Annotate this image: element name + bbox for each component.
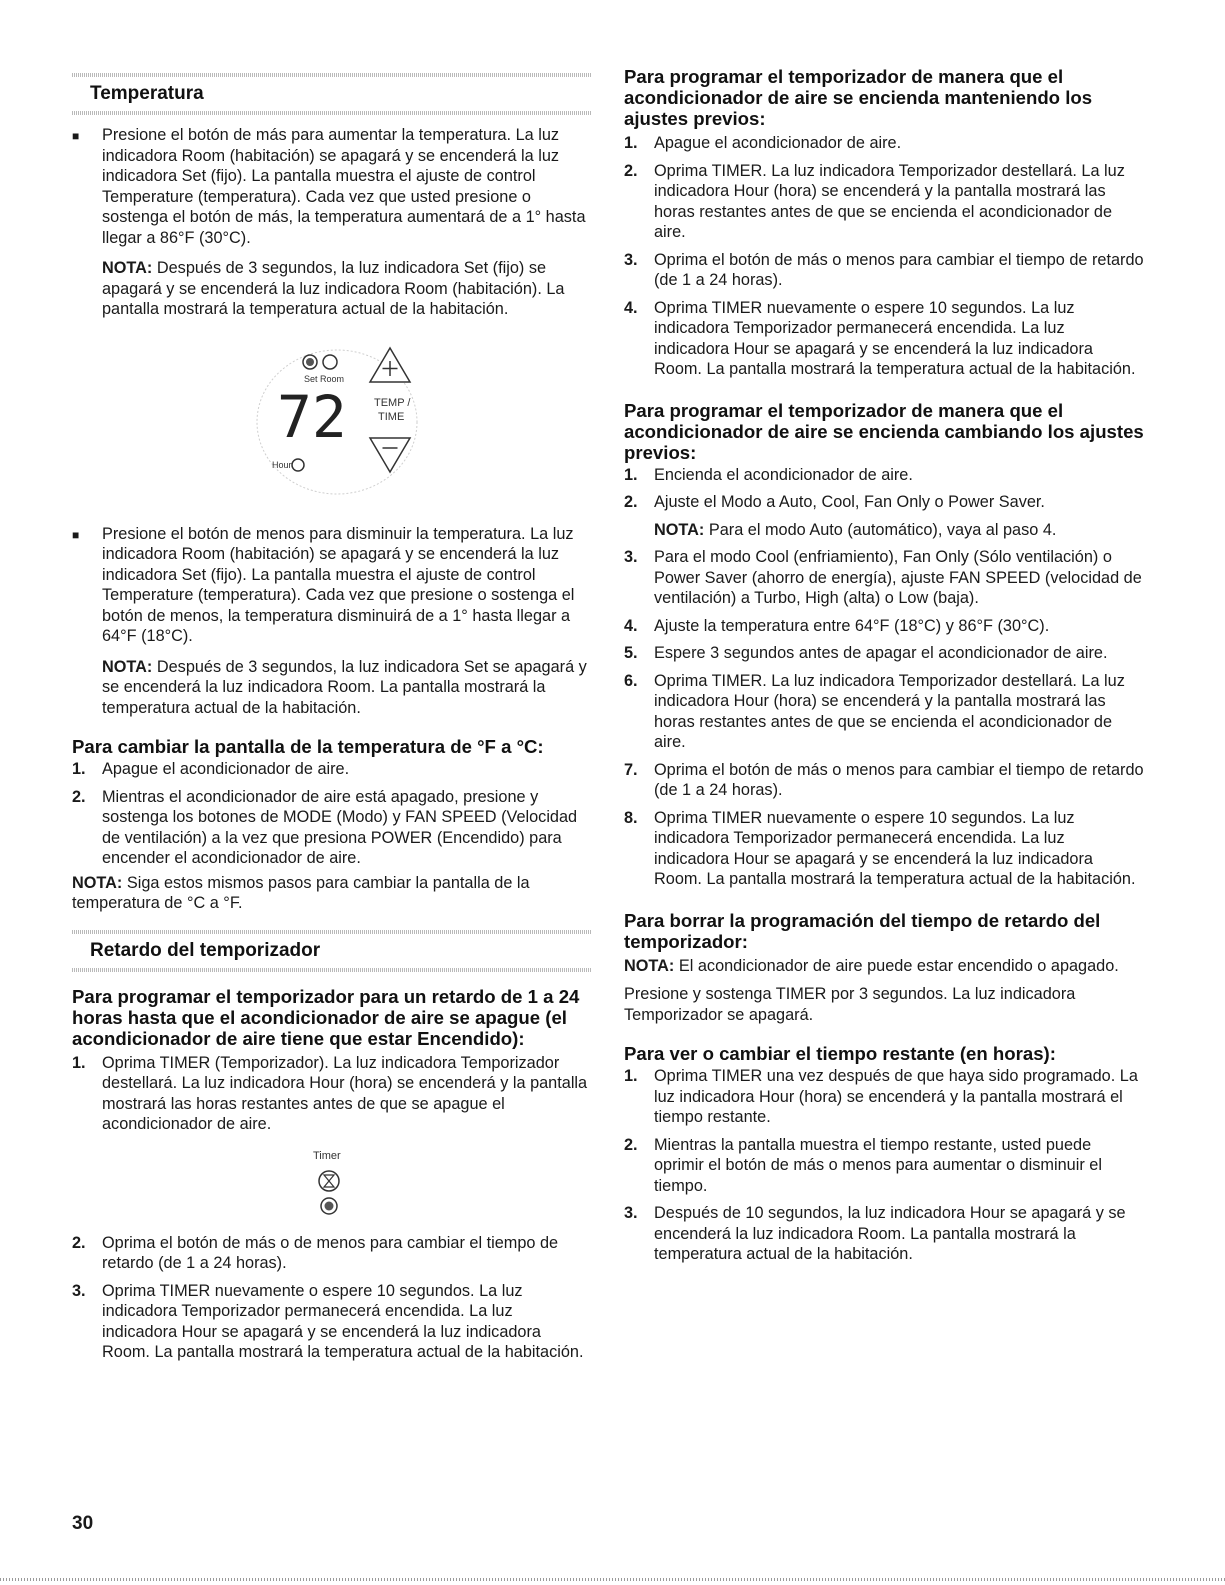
right-column: [624, 0, 1144, 1265]
step-text: Mientras el acondicionador de aire está apagado, presione y sostenga los botones de MODE (Modo) y FAN SPEED (Velocidad de ventilación) a la vez que presiona POWER (Encendido) para encender el acondicionador de aire.: [102, 787, 578, 867]
bullet-item: [72, 524, 592, 647]
step-number: 3.: [624, 250, 638, 269]
step-item: [624, 1203, 1144, 1265]
bullet-icon: ■: [72, 129, 80, 143]
note-label: NOTA:: [102, 657, 153, 676]
step-item: [624, 671, 1144, 753]
step-item: [624, 298, 1144, 380]
step-number: 4.: [624, 616, 638, 635]
step-number: 2.: [624, 493, 638, 511]
bullet-item: [72, 125, 592, 248]
note-text: El acondicionador de aire puede estar encendido o apagado.: [674, 956, 1119, 975]
step-number: 1.: [624, 1067, 638, 1085]
note-paragraph: [72, 258, 592, 320]
step-item: [624, 161, 1144, 243]
note-paragraph: [624, 520, 1144, 541]
step-number: 3.: [72, 1281, 86, 1300]
section-title-retardo: Retardo del temporizador: [90, 939, 321, 961]
note-paragraph: [72, 873, 592, 914]
heading-ver-cambiar: Para ver o cambiar el tiempo restante (en horas):: [624, 1043, 1056, 1064]
section-rule: [72, 73, 592, 77]
step-number: 2.: [72, 787, 86, 806]
timer-illustration: [72, 1135, 592, 1233]
page-number: 30: [72, 1513, 94, 1534]
note-label: NOTA:: [624, 956, 675, 975]
minus-button-icon: [370, 438, 410, 472]
step-number: 8.: [624, 808, 638, 827]
step-text: Ajuste el Modo a Auto, Cool, Fan Only o Power Saver.: [654, 493, 1045, 511]
body-paragraph: Presione y sostenga TIMER por 3 segundos. La luz indicadora Temporizador se apagará.: [624, 985, 1076, 1024]
step-item: [624, 133, 1144, 154]
hour-indicator-icon: [292, 459, 304, 471]
note-label: NOTA:: [72, 873, 123, 892]
step-item: [624, 808, 1144, 890]
step-item: [72, 1233, 592, 1274]
bullet-icon: ■: [72, 527, 80, 542]
step-number: 1.: [624, 134, 638, 152]
step-list: [624, 547, 1144, 890]
step-text: Oprima TIMER (Temporizador). La luz indicadora Temporizador destellará. La luz indicadora Hour (hora) se encenderá y la pantalla mostrará las horas restantes antes de que se apague el acondicionador de aire.: [102, 1053, 588, 1133]
note-label: NOTA:: [654, 520, 705, 539]
note-text: Para el modo Auto (automático), vaya al paso 4.: [704, 520, 1057, 539]
step-item: [624, 643, 1144, 664]
step-text: Oprima TIMER nuevamente o espere 10 segundos. La luz indicadora Temporizador permanecerá encendida. La luz indicadora Hour se apagará y se encenderá la luz indicadora Room. La pantalla mostrará la temperatura actual de la habitación.: [654, 808, 1136, 888]
timer-label: Timer: [313, 1149, 341, 1162]
step-item: [72, 759, 592, 780]
step-number: 1.: [72, 1053, 86, 1072]
step-text: Oprima el botón de más o menos para cambiar el tiempo de retardo (de 1 a 24 horas).: [654, 250, 1144, 289]
step-number: 6.: [624, 671, 638, 690]
seven-segment-display: 72: [277, 382, 347, 451]
note-text: Siga estos mismos pasos para cambiar la pantalla de la temperatura de °C a °F.: [72, 873, 530, 912]
step-text: Oprima TIMER una vez después de que haya sido programado. La luz indicadora Hour (hora) se encenderá y la pantalla mostrará el tiempo restante.: [654, 1067, 1138, 1126]
step-text: Apague el acondicionador de aire.: [102, 760, 350, 778]
note-paragraph: [624, 956, 1144, 977]
step-number: 3.: [624, 548, 638, 566]
room-indicator-icon: [323, 355, 337, 369]
step-item: [624, 465, 1144, 486]
step-text: Oprima el botón de más o de menos para cambiar el tiempo de retardo (de 1 a 24 horas).: [102, 1233, 559, 1272]
note-label: NOTA:: [102, 259, 153, 277]
step-text: Mientras la pantalla muestra el tiempo restante, usted puede oprimir el botón de más o menos para aumentar o disminuir el tiempo.: [654, 1135, 1102, 1195]
step-item: [72, 787, 592, 869]
step-text: Ajuste la temperatura entre 64°F (18°C) y 86°F (30°C).: [654, 616, 1050, 635]
bullet-text: Presione el botón de menos para disminuir la temperatura. La luz indicadora Room (habitación) se apagará y se encenderá la luz indicadora Set (fijo). La pantalla muestra el ajuste de control Temperature (temperatura). Cada vez que presione o sostenga el botón de menos, la temperatura disminuirá de a 1° hasta llegar a 64°F (18°C).: [102, 524, 575, 645]
section-rule: [72, 968, 592, 972]
bullet-text: Presione el botón de más para aumentar la temperatura. La luz indicadora Room (habitación) se apagará y se encenderá la luz indicadora Set (fijo). La pantalla muestra el ajuste de control Temperature (temperatura). Cada vez que usted presione o sostenga el botón de más, la temperatura aumentará de a 1° hasta llegar a 86°F (30°C).: [102, 126, 586, 247]
step-text: Apague el acondicionador de aire.: [654, 134, 902, 152]
step-item: [72, 1281, 592, 1363]
left-column: [72, 0, 592, 1363]
step-number: 2.: [624, 161, 638, 180]
step-list: [72, 759, 592, 869]
section-rule: [72, 930, 592, 934]
step-text: Espere 3 segundos antes de apagar el acondicionador de aire.: [654, 644, 1108, 662]
note-paragraph: [72, 657, 592, 719]
temp-label: TEMP /: [374, 396, 411, 409]
step-number: 2.: [624, 1135, 638, 1154]
set-label: Set: [304, 373, 318, 384]
step-number: 1.: [72, 760, 86, 778]
temp-control-panel: [72, 320, 592, 508]
step-number: 1.: [624, 465, 638, 484]
step-list: [624, 1066, 1144, 1265]
control-panel-illustration: [72, 320, 592, 508]
step-list: [624, 133, 1144, 380]
step-item: [72, 1053, 592, 1135]
step-number: 3.: [624, 1204, 638, 1222]
step-item: [624, 250, 1144, 291]
step-number: 7.: [624, 760, 638, 779]
section-rule: [72, 111, 592, 115]
step-number: 4.: [624, 298, 638, 317]
step-text: Oprima TIMER nuevamente o espere 10 segundos. La luz indicadora Temporizador permanecerá encendida. La luz indicadora Hour se apagará y se encenderá la luz indicadora Room. La pantalla mostrará la temperatura actual de la habitación.: [102, 1281, 584, 1361]
step-item: [624, 1135, 1144, 1197]
step-text: Después de 10 segundos, la luz indicadora Hour se apagará y se encenderá la luz indicadora Room. La pantalla mostrará la temperatura actual de la habitación.: [654, 1204, 1126, 1263]
heading-borrar: Para borrar la programación del tiempo de retardo del temporizador:: [624, 909, 1101, 952]
note-text: Después de 3 segundos, la luz indicadora Set se apagará y se encenderá la luz indicadora Room. La pantalla mostrará la temperatura actual de la habitación.: [102, 657, 587, 717]
step-number: 2.: [72, 1233, 86, 1252]
hour-label: Hour: [272, 459, 292, 470]
note-text: Después de 3 segundos, la luz indicadora Set (fijo) se apagará y se encenderá la luz indicadora Room (habitación). La pantalla mostrará la temperatura actual de la habitación.: [102, 259, 565, 318]
heading-encienda-manteniendo: Para programar el temporizador de manera que el acondicionador de aire se encienda manteniendo los ajustes previos:: [624, 66, 1093, 129]
timer-button-graphic: [72, 1135, 592, 1233]
time-label: TIME: [378, 410, 405, 423]
step-item: [624, 760, 1144, 801]
step-text: Para el modo Cool (enfriamiento), Fan Only (Sólo ventilación) o Power Saver (ahorro de energía), ajuste FAN SPEED (velocidad de ventilación) a Turbo, High (alta) o Low (baja).: [654, 548, 1142, 607]
step-item: [624, 547, 1144, 609]
step-text: Encienda el acondicionador de aire.: [654, 465, 913, 484]
heading-retardo-apague: Para programar el temporizador para un retardo de 1 a 24 horas hasta que el acondicionador de aire se apague (el acondicionador de aire tiene que estar Encendido):: [72, 985, 580, 1049]
heading-cambiar-pantalla: Para cambiar la pantalla de la temperatura de °F a °C:: [72, 736, 544, 757]
bottom-rule: [0, 1578, 1225, 1581]
step-number: 5.: [624, 644, 638, 662]
room-label: Room: [320, 373, 345, 384]
section-title-temperatura: Temperatura: [90, 83, 204, 104]
step-text: Oprima TIMER. La luz indicadora Temporizador destellará. La luz indicadora Hour (hora) se encenderá y la pantalla mostrará las horas restantes antes de que se encienda el acondicionador de aire.: [654, 161, 1125, 241]
step-item: [624, 1066, 1144, 1128]
step-text: Oprima TIMER. La luz indicadora Temporizador destellará. La luz indicadora Hour (hora) se encenderá y la pantalla mostrará las horas restantes antes de que se encienda el acondicionador de aire.: [654, 671, 1125, 751]
heading-encienda-cambiando: Para programar el temporizador de manera que el acondicionador de aire se encienda cambiando los ajustes previos:: [624, 399, 1144, 463]
step-list: [72, 1233, 592, 1363]
step-text: Oprima TIMER nuevamente o espere 10 segundos. La luz indicadora Temporizador permanecerá encendida. La luz indicadora Hour se apagará y se encenderá la luz indicadora Room. La pantalla mostrará la temperatura actual de la habitación.: [654, 298, 1136, 378]
step-item: [624, 616, 1144, 637]
step-text: Oprima el botón de más o menos para cambiar el tiempo de retardo (de 1 a 24 horas).: [654, 760, 1144, 799]
step-item: [624, 492, 1144, 513]
